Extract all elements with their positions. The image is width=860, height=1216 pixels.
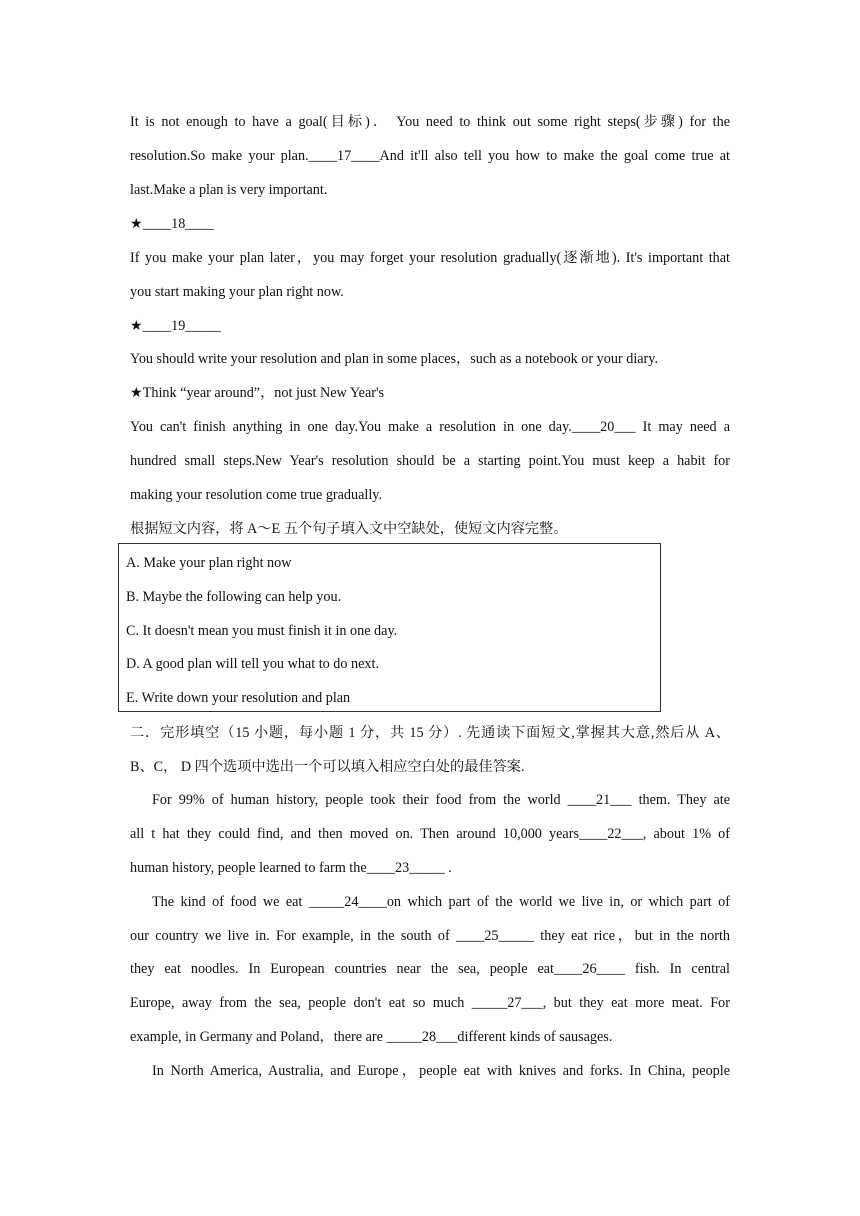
- option-d: D. A good plan will tell you what to do next.: [126, 656, 379, 672]
- cloze-line: human history, people learned to farm the____23_____ .: [130, 860, 452, 876]
- section-heading: 二．完形填空（15 小题，每小题 1 分，共 15 分）. 先通读下面短文,掌握其大意,然后从 A、: [130, 725, 730, 741]
- passage-line: hundred small steps.New Year's resolution should be a starting point.You must keep a habit for: [130, 453, 730, 469]
- cloze-line: example, in Germany and Poland，there are _____28___different kinds of sausages.: [130, 1029, 613, 1045]
- cloze-line: For 99% of human history, people took their food from the world ____21___ them. They ate: [152, 792, 730, 808]
- section-heading: B、C， D 四个选项中选出一个可以填入相应空白处的最佳答案.: [130, 759, 525, 775]
- cloze-line: Europe, away from the sea, people don't eat so much _____27___, but they eat more meat. For: [130, 995, 730, 1011]
- passage-line: If you make your plan later，you may forget your resolution gradually(逐渐地). It's important that: [130, 250, 730, 266]
- option-b: B. Maybe the following can help you.: [126, 589, 342, 605]
- passage-line: resolution.So make your plan.____17____And it'll also tell you how to make the goal come true at: [130, 148, 730, 164]
- options-box: [118, 543, 661, 712]
- passage-line: You can't finish anything in one day.You make a resolution in one day.____20___ It may need a: [130, 419, 730, 435]
- subheading-think-year-around: ★Think “year around”，not just New Year's: [130, 385, 385, 401]
- passage-line: you start making your plan right now.: [130, 284, 344, 300]
- cloze-line: our country we live in. For example, in the south of ____25_____ they eat rice，but in the north: [130, 928, 730, 944]
- subheading-blank-18: ★____18____: [130, 216, 214, 232]
- option-a: A. Make your plan right now: [126, 555, 292, 571]
- cloze-line: The kind of food we eat _____24____on which part of the world we live in, or which part of: [152, 894, 730, 910]
- passage-line: last.Make a plan is very important.: [130, 182, 328, 198]
- option-e: E. Write down your resolution and plan: [126, 690, 351, 706]
- cloze-line: all t hat they could find, and then moved on. Then around 10,000 years____22___, about 1% of: [130, 826, 730, 842]
- cloze-line: In North America, Australia, and Europe，people eat with knives and forks. In China, people: [152, 1063, 730, 1079]
- passage-line: making your resolution come true gradually.: [130, 487, 383, 503]
- instruction-text: 根据短文内容，将 A～E 五个句子填入文中空缺处，使短文内容完整。: [130, 521, 568, 537]
- option-c: C. It doesn't mean you must finish it in one day.: [126, 623, 398, 639]
- cloze-line: they eat noodles. In European countries near the sea, people eat____26____ fish. In central: [130, 961, 730, 977]
- passage-line: It is not enough to have a goal(目标)． You need to think out some right steps(步骤) for the: [130, 114, 730, 130]
- passage-line: You should write your resolution and plan in some places，such as a notebook or your diary.: [130, 351, 659, 367]
- subheading-blank-19: ★____19_____: [130, 318, 221, 334]
